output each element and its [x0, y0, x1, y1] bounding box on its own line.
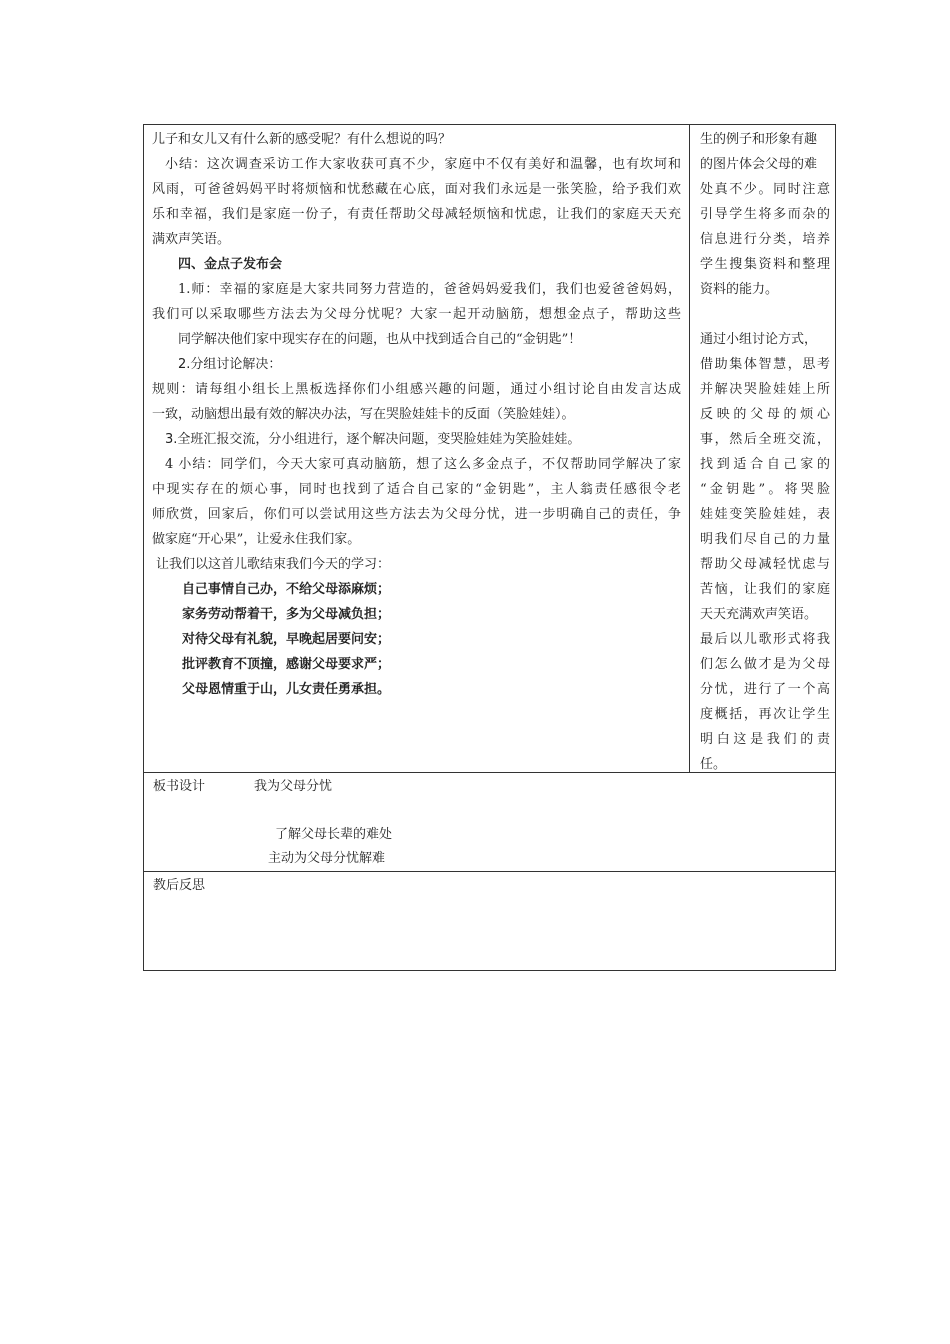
note-line: 事，然后全班交流，: [700, 432, 830, 447]
section-heading: 四、金点子发布会: [178, 257, 283, 272]
rhyme-line: 批评教育不顶撞，感谢父母要求严；: [182, 657, 391, 672]
note-line: 娃娃变笑脸娃娃，表: [700, 507, 830, 522]
text-line: 乐和幸福，我们是家庭一份子，有责任帮助父母减轻烦恼和忧虑，让我们的家庭天天充: [152, 207, 681, 222]
text-line: 4 小结：同学们，今天大家可真动脑筋，想了这么多金点子，不仅帮助同学解决了家: [165, 457, 681, 472]
note-line: 的图片体会父母的难: [700, 157, 818, 172]
board-line: 主动为父母分忧解难: [268, 851, 386, 866]
note-line: 反映的父母的烦心: [700, 407, 830, 422]
step-line: 3.全班汇报交流，分小组进行，逐个解决问题，变哭脸娃娃为笑脸娃娃。: [165, 432, 581, 447]
lesson-plan-table: [143, 124, 836, 971]
note-line: 帮助父母减轻忧虑与: [700, 557, 830, 572]
note-line: 们怎么做才是为父母: [700, 657, 830, 672]
note-line: 明我们尽自己的力量: [700, 532, 830, 547]
text-line: 我们可以采取哪些方法去为父母分忧呢？大家一起开动脑筋，想想金点子，帮助这些: [152, 307, 681, 322]
reflection-label: 教后反思: [153, 878, 206, 893]
note-line: 分忧，进行了一个高: [700, 682, 830, 697]
note-line: 明白这是我们的责: [700, 732, 830, 747]
board-title: 我为父母分忧: [254, 779, 333, 794]
summary-line: 小结：这次调查采访工作大家收获可真不少，家庭中不仅有美好和温馨，也有坎坷和: [165, 157, 681, 172]
note-line: 最后以儿歌形式将我: [700, 632, 830, 647]
note-line: 找到适合自己家的: [700, 457, 830, 472]
teaching-process-cell: [144, 125, 690, 772]
text-line: 儿子和女儿又有什么新的感受呢？有什么想说的吗？: [152, 132, 452, 147]
rhyme-line: 家务劳动帮着干，多为父母减负担；: [182, 607, 391, 622]
board-line: 了解父母长辈的难处: [275, 827, 393, 842]
note-line: “金钥匙”。将哭脸: [700, 482, 830, 497]
text-line: 一致，动脑想出最有效的解决办法，写在哭脸娃娃卡的反面（笑脸娃娃）。: [152, 407, 575, 422]
text-line: 风雨，可爸爸妈妈平时将烦恼和忧愁藏在心底，面对我们永远是一张笑脸，给予我们欢: [152, 182, 681, 197]
note-line: 学生搜集资料和整理: [700, 257, 830, 272]
note-line: 生的例子和形象有趣: [700, 132, 818, 147]
text-line: 中现实存在的烦心事，同时也找到了适合自己家的“金钥匙”，主人翁责任感很令老: [152, 482, 681, 497]
text-line: 满欢声笑语。: [152, 232, 231, 247]
board-design-label: 板书设计: [153, 779, 206, 794]
text-line: 1.师：幸福的家庭是大家共同努力营造的，爸爸妈妈爱我们，我们也爱爸爸妈妈，: [178, 282, 681, 297]
note-line: 引导学生将多而杂的: [700, 207, 830, 222]
note-line: 通过小组讨论方式，: [700, 332, 818, 347]
note-line: 苦恼，让我们的家庭: [700, 582, 830, 597]
note-line: 信息进行分类，培养: [700, 232, 830, 247]
note-line: 并解决哭脸娃娃上所: [700, 382, 830, 397]
rhyme-line: 对待父母有礼貌，早晚起居要问安；: [182, 632, 391, 647]
note-line: 任。: [700, 757, 727, 772]
text-line: 规则：请每组小组长上黑板选择你们小组感兴趣的问题，通过小组讨论自由发言达成: [152, 382, 681, 397]
reflection-row: [144, 871, 835, 970]
note-line: 借助集体智慧，思考: [700, 357, 830, 372]
board-design-row: [144, 772, 835, 871]
note-line: 资料的能力。: [700, 282, 779, 297]
lesson-content-row: [144, 125, 835, 772]
design-intent-cell: [690, 125, 836, 772]
text-line: 让我们以这首儿歌结束我们今天的学习：: [156, 557, 391, 572]
rhyme-line: 自己事情自己办，不给父母添麻烦；: [182, 582, 391, 597]
text-line: 师欣赏，回家后，你们可以尝试用这些方法去为父母分忧，进一步明确自己的责任，争: [152, 507, 681, 522]
note-line: 度概括，再次让学生: [700, 707, 830, 722]
step-heading: 2.分组讨论解决：: [178, 357, 282, 372]
note-line: 处真不少。同时注意: [700, 182, 830, 197]
rhyme-line: 父母恩情重于山，儿女责任勇承担。: [182, 682, 391, 697]
note-line: 天天充满欢声笑语。: [700, 607, 818, 622]
text-line: 同学解决他们家中现实存在的问题，也从中找到适合自己的“金钥匙”！: [178, 332, 582, 347]
text-line: 做家庭“开心果”，让爱永住我们家。: [152, 532, 361, 547]
